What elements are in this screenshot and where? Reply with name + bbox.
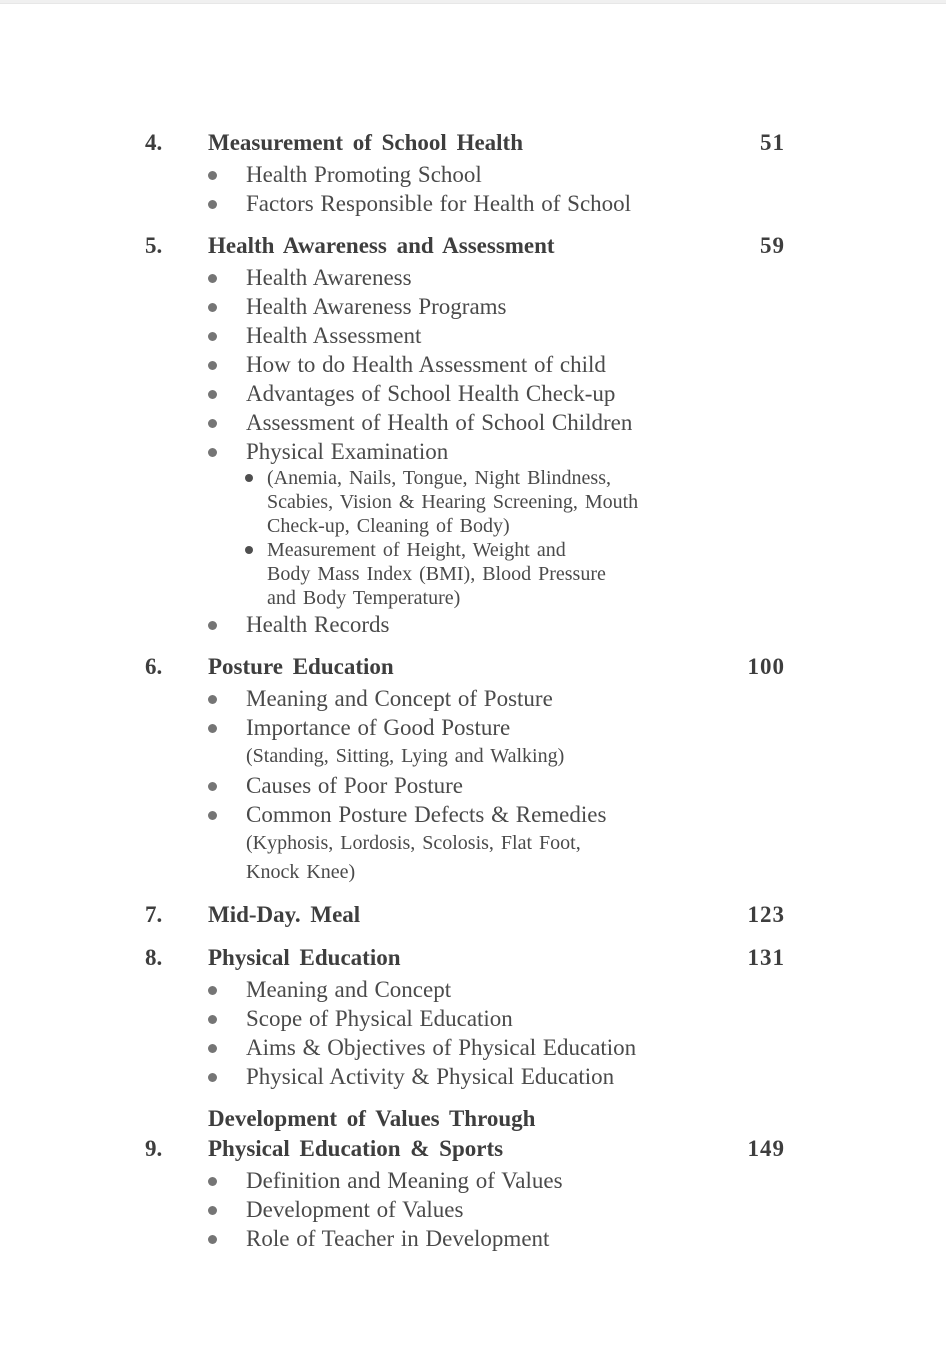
chapter-heading-row [145, 231, 785, 261]
toc-item [145, 829, 785, 858]
toc-item [145, 562, 785, 586]
chapter-title [208, 1104, 748, 1164]
toc-item-text: Meaning and Concept [246, 977, 452, 1002]
chapter-title-line: Mid-Day. Meal [208, 902, 361, 927]
bullet-icon [208, 419, 217, 428]
chapter-heading-row [145, 128, 785, 158]
toc-chapter [145, 943, 785, 1091]
bullet-icon [208, 200, 217, 209]
toc-item-text: Advantages of School Health Check-up [246, 381, 616, 406]
toc-item [145, 684, 785, 713]
chapter-number: 4. [145, 130, 163, 155]
toc-item-text: Knock Knee) [246, 861, 356, 883]
toc-item [145, 1166, 785, 1195]
toc-item [145, 800, 785, 829]
table-of-contents [145, 128, 785, 1253]
toc-item-text: Health Records [246, 612, 390, 637]
chapter-title [208, 652, 748, 682]
toc-item-text: Scope of Physical Education [246, 1006, 513, 1031]
bullet-icon [208, 695, 217, 704]
toc-item [145, 292, 785, 321]
toc-item-text: (Anemia, Nails, Tongue, Night Blindness, [267, 467, 611, 489]
toc-item-text: Physical Activity & Physical Education [246, 1064, 615, 1089]
bullet-icon [208, 332, 217, 341]
toc-item-text: Check-up, Cleaning of Body) [267, 515, 510, 537]
toc-item-text: Scabies, Vision & Hearing Screening, Mouth [267, 491, 639, 513]
toc-item-text: Aims & Objectives of Physical Education [246, 1035, 637, 1060]
toc-chapter [145, 652, 785, 887]
chapter-heading-row [145, 652, 785, 682]
chapter-heading-row [145, 900, 785, 930]
toc-item-text: Health Assessment [246, 323, 422, 348]
bullet-icon [208, 448, 217, 457]
toc-item-text: (Standing, Sitting, Lying and Walking) [246, 745, 565, 767]
toc-item [145, 263, 785, 292]
toc-item [145, 538, 785, 562]
bullet-icon [208, 1235, 217, 1244]
chapter-title-line: Development of Values Through [208, 1106, 536, 1131]
bullet-icon [208, 1044, 217, 1053]
toc-item [145, 408, 785, 437]
toc-item [145, 975, 785, 1004]
toc-item [145, 1033, 785, 1062]
chapter-title-line: Posture Education [208, 654, 394, 679]
toc-item [145, 379, 785, 408]
toc-item-text: Measurement of Height, Weight and [267, 539, 566, 561]
toc-item [145, 160, 785, 189]
chapter-title-line: Physical Education [208, 945, 401, 970]
chapter-heading-row [145, 1104, 785, 1164]
toc-item-text: Definition and Meaning of Values [246, 1168, 563, 1193]
bullet-icon [245, 474, 253, 482]
toc-item [145, 1062, 785, 1091]
chapter-number: 7. [145, 902, 163, 927]
toc-item-text: Health Awareness [246, 265, 412, 290]
bullet-icon [208, 1177, 217, 1186]
toc-item [145, 742, 785, 771]
toc-item-text: Causes of Poor Posture [246, 773, 464, 798]
toc-item [145, 514, 785, 538]
toc-item-text: Health Promoting School [246, 162, 482, 187]
bullet-icon [208, 1015, 217, 1024]
toc-item-text: Assessment of Health of School Children [246, 410, 633, 435]
toc-item-text: Physical Examination [246, 439, 449, 464]
bullet-icon [208, 390, 217, 399]
bullet-icon [208, 1206, 217, 1215]
toc-chapter [145, 128, 785, 218]
toc-item [145, 610, 785, 639]
bullet-icon [208, 274, 217, 283]
toc-item [145, 771, 785, 800]
chapter-number: 9. [145, 1136, 163, 1161]
toc-item-text: (Kyphosis, Lordosis, Scolosis, Flat Foot, [246, 832, 581, 854]
toc-item-text: Body Mass Index (BMI), Blood Pressure [267, 563, 606, 585]
toc-item [145, 713, 785, 742]
chapter-title-line: Measurement of School Health [208, 130, 524, 155]
toc-item [145, 466, 785, 490]
chapter-title [208, 943, 748, 973]
chapter-title [208, 900, 748, 930]
bullet-icon [208, 303, 217, 312]
toc-item [145, 1004, 785, 1033]
toc-item [145, 858, 785, 887]
bullet-icon [208, 621, 217, 630]
chapter-heading-row [145, 943, 785, 973]
bullet-icon [208, 361, 217, 370]
chapter-title-line: Physical Education & Sports [208, 1136, 504, 1161]
bullet-icon [208, 171, 217, 180]
chapter-page-number: 51 [760, 130, 785, 155]
bullet-icon [208, 986, 217, 995]
toc-item [145, 437, 785, 466]
toc-item-text: How to do Health Assessment of child [246, 352, 606, 377]
chapter-title [208, 231, 760, 261]
toc-item-text: Importance of Good Posture [246, 715, 511, 740]
bullet-icon [245, 546, 253, 554]
toc-item [145, 321, 785, 350]
chapter-page-number: 131 [747, 945, 785, 970]
toc-item [145, 1195, 785, 1224]
toc-item [145, 586, 785, 610]
toc-item-text: Common Posture Defects & Remedies [246, 802, 607, 827]
toc-item [145, 350, 785, 379]
toc-item-text: Development of Values [246, 1197, 464, 1222]
bullet-icon [208, 811, 217, 820]
chapter-title [208, 128, 760, 158]
toc-item [145, 1224, 785, 1253]
scan-edge-strip [0, 0, 946, 4]
bullet-icon [208, 782, 217, 791]
chapter-number: 5. [145, 233, 163, 258]
bullet-icon [208, 1073, 217, 1082]
toc-item-text: Meaning and Concept of Posture [246, 686, 553, 711]
toc-item [145, 490, 785, 514]
chapter-page-number: 59 [760, 233, 785, 258]
toc-chapter [145, 231, 785, 639]
toc-item-text: Factors Responsible for Health of School [246, 191, 632, 216]
toc-chapter [145, 1104, 785, 1253]
chapter-page-number: 100 [747, 654, 785, 679]
chapter-number: 8. [145, 945, 163, 970]
toc-chapter [145, 900, 785, 930]
chapter-title-line: Health Awareness and Assessment [208, 233, 555, 258]
bullet-icon [208, 724, 217, 733]
toc-item [145, 189, 785, 218]
toc-item-text: Role of Teacher in Development [246, 1226, 550, 1251]
chapter-number: 6. [145, 654, 163, 679]
chapter-page-number: 149 [747, 1136, 785, 1161]
toc-item-text: and Body Temperature) [267, 587, 461, 609]
chapter-page-number: 123 [747, 902, 785, 927]
toc-item-text: Health Awareness Programs [246, 294, 507, 319]
